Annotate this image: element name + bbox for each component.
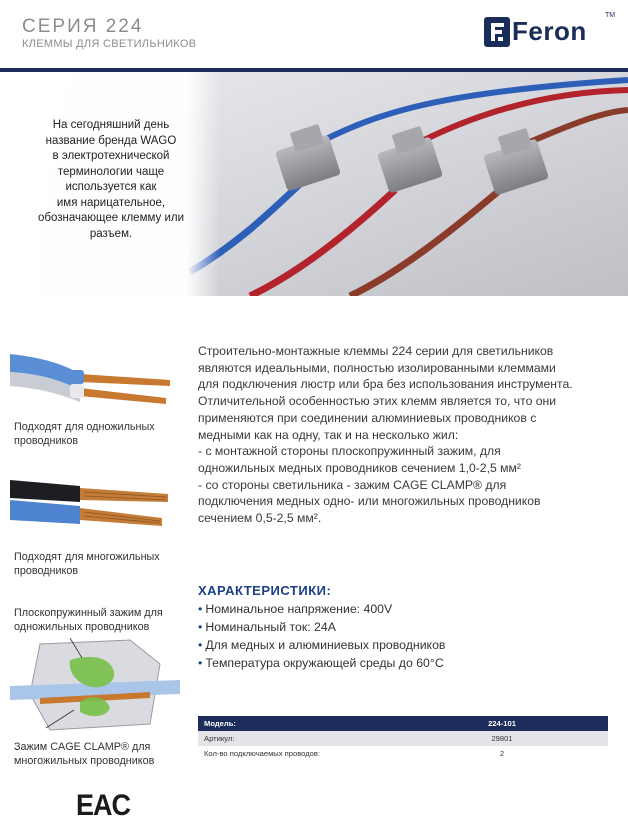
characteristics-list <box>198 600 608 672</box>
spec-label: Кол-во подключаемых проводов: <box>198 746 396 761</box>
description-line: - с монтажной стороны плоскопружинный зажим, для <box>198 444 501 459</box>
single-core-wire-image <box>10 340 180 412</box>
spec-value: 2 <box>396 746 608 761</box>
hero-text-line: имя нарицательное, <box>56 196 166 209</box>
description-line: медными как на одну, так и на несколько жил: <box>198 427 459 442</box>
hero-text-line: в электротехнической <box>52 150 170 162</box>
table-row <box>198 731 608 746</box>
hero-text-line: обозначающее клемму или <box>37 212 185 224</box>
caption-line: проводников <box>14 565 79 577</box>
characteristic-item <box>198 654 608 672</box>
description-line: сечением 0,5-2,5 мм². <box>198 511 322 526</box>
description-line: подключения медных одно- или многожильных проводников <box>198 494 541 509</box>
characteristic-text: Температура окружающей среды до 60°C <box>205 656 444 670</box>
table-row <box>198 716 608 731</box>
cage-clamp-caption <box>14 740 182 768</box>
feron-logo-icon <box>484 17 510 47</box>
hero-text-line: используется как <box>65 181 157 193</box>
characteristic-text: Для медных и алюминиевых проводников <box>205 638 446 652</box>
hero-text-line: название бренда WAGO <box>45 134 177 147</box>
description-paragraph <box>198 343 608 527</box>
caption-line: проводников <box>14 435 79 447</box>
characteristic-item <box>198 618 608 636</box>
hero-text-line: На сегодняшний день <box>52 119 170 131</box>
spec-label: Артикул: <box>198 731 396 746</box>
caption-line: Зажим CAGE CLAMP® для <box>14 741 151 753</box>
spec-value: 29801 <box>396 731 608 746</box>
caption-line: многожильных проводников <box>14 755 155 767</box>
multi-core-wire-image <box>10 472 180 542</box>
eac-certification-mark: EAC <box>76 788 131 822</box>
spec-label: Модель: <box>198 716 396 731</box>
description-line: являются идеальными, полностью изолированными клеммами <box>198 360 556 375</box>
table-row <box>198 746 608 761</box>
description-line: одножильных медных проводников сечением 1,0-2,5 мм² <box>198 460 521 475</box>
terminal-cutaway-image <box>10 634 182 734</box>
multi-core-caption <box>14 550 182 578</box>
spec-table <box>198 716 608 761</box>
brand-logo-text: Feron <box>512 16 587 46</box>
caption-line: Подходят для одножильных <box>14 421 155 433</box>
characteristic-item <box>198 600 608 618</box>
trademark-mark: TM <box>605 12 616 19</box>
description-line: для подключения люстр или бра без использования инструмента. <box>198 377 573 392</box>
hero-text-line: разъем. <box>89 227 133 240</box>
characteristic-text: Номинальный ток: 24A <box>205 620 336 634</box>
caption-line: Плоскопружинный зажим для <box>14 607 163 619</box>
description-line: Строительно-монтажные клеммы 224 серии для светильников <box>198 344 554 358</box>
caption-line: Подходят для многожильных <box>14 551 160 563</box>
description-line: - со стороны светильника - зажим CAGE CLAMP® для <box>198 477 507 492</box>
spec-value: 224-101 <box>396 716 608 731</box>
series-title: СЕРИЯ 224 <box>22 16 144 37</box>
description-line: применяются при соединении алюминиевых проводников с <box>198 410 537 425</box>
hero-text-line: терминологии чаще <box>57 165 165 178</box>
series-subtitle: КЛЕММЫ ДЛЯ СВЕТИЛЬНИКОВ <box>22 38 197 50</box>
characteristic-text: Номинальное напряжение: 400V <box>205 602 393 616</box>
characteristics-heading: ХАРАКТЕРИСТИКИ: <box>198 583 332 598</box>
caption-line: одножильных проводников <box>14 621 150 633</box>
flat-spring-caption <box>14 606 182 634</box>
description-line: Отличительной особенностью этих клемм является то, что они <box>198 394 557 409</box>
hero-text <box>22 118 200 242</box>
characteristic-item <box>198 636 608 654</box>
single-core-caption <box>14 420 182 448</box>
